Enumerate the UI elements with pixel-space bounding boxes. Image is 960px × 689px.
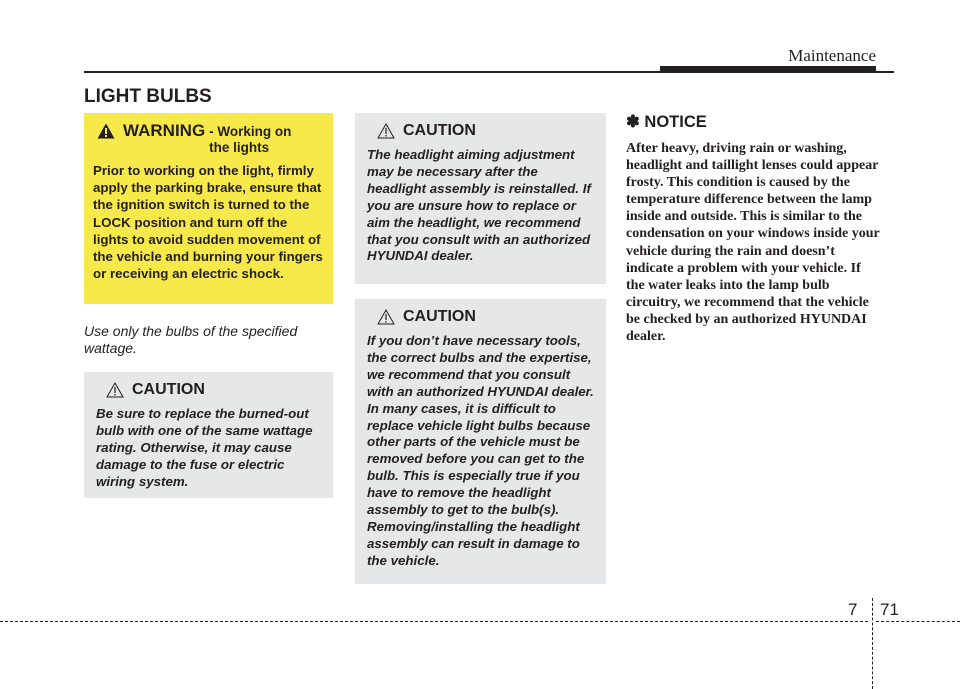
notice-body: After heavy, driving rain or washing, headlight and taillight lenses could appear frosty. This condition is caused by the temperature difference between the lamp inside and outside. This is similar to the condensation on your windows inside your vehicle during the rain and doesn’t indicate a problem with your vehicle. If the water leaks into the lamp bulb circuitry, we recommend that the vehicle be checked by an authorized HYUNDAI dealer.: [626, 141, 880, 345]
chapter-number: 7: [848, 600, 858, 619]
caution-triangle-icon: [377, 309, 395, 325]
caution-box-fuse: [84, 372, 333, 498]
warning-label: WARNING: [123, 121, 206, 140]
notice-asterisk-icon: ✽: [626, 113, 640, 131]
footer-rule: [0, 621, 868, 622]
warning-subtitle: - Working on the lights: [209, 124, 292, 155]
caution-label: CAUTION: [403, 308, 476, 325]
notice-section: [626, 112, 880, 345]
warning-box: [84, 113, 333, 304]
caution-box-headlight-aiming: [355, 113, 606, 284]
header-section-title: Maintenance: [788, 46, 876, 65]
header-rule-accent: [660, 66, 876, 73]
warning-body: Prior to working on the light, firmly apply the parking brake, ensure that the ignition switch is turned to the LOCK position and turn off the lights to avoid sudden movement of the vehicle and burning your fingers or receiving an electric shock.: [93, 163, 323, 282]
notice-label: NOTICE: [644, 113, 707, 131]
caution-body: Be sure to replace the burned-out bulb with one of the same wattage rating. Otherwise, it may cause damage to the fuse or electric wiring system.: [96, 406, 313, 489]
warning-triangle-icon: [97, 123, 115, 139]
caution-body: The headlight aiming adjustment may be necessary after the headlight assembly is reinstalled. If you are unsure how to replace or aim the headlight, we recommend that you consult with an authorized HYUNDAI dealer.: [367, 147, 591, 264]
section-title: LIGHT BULBS: [84, 86, 212, 107]
notice-title: [626, 112, 880, 132]
intro-text: Use only the bulbs of the specified wattage.: [84, 323, 298, 356]
caution-triangle-icon: [106, 382, 124, 398]
warning-header: [97, 121, 323, 156]
caution-header: [377, 122, 595, 140]
caution-triangle-icon: [377, 123, 395, 139]
caution-box-tools: [355, 299, 606, 584]
caution-label: CAUTION: [403, 122, 476, 139]
caution-header: [106, 381, 322, 399]
footer-rule-right: [876, 621, 960, 622]
footer-divider: [872, 598, 873, 689]
caution-label: CAUTION: [132, 381, 205, 398]
page-number: 71: [880, 600, 899, 619]
caution-body: If you don’t have necessary tools, the correct bulbs and the expertise, we recommend that you consult with an authorized HYUNDAI dealer. In many cases, it is difficult to replace vehicle light bulbs because other parts of the vehicle must be removed before you can get to the bulb. This is especially true if you have to remove the headlight assembly to get to the bulb(s). Removing/installing the headlight assembly can result in damage to the vehicle.: [367, 333, 594, 568]
caution-header: [377, 308, 595, 326]
